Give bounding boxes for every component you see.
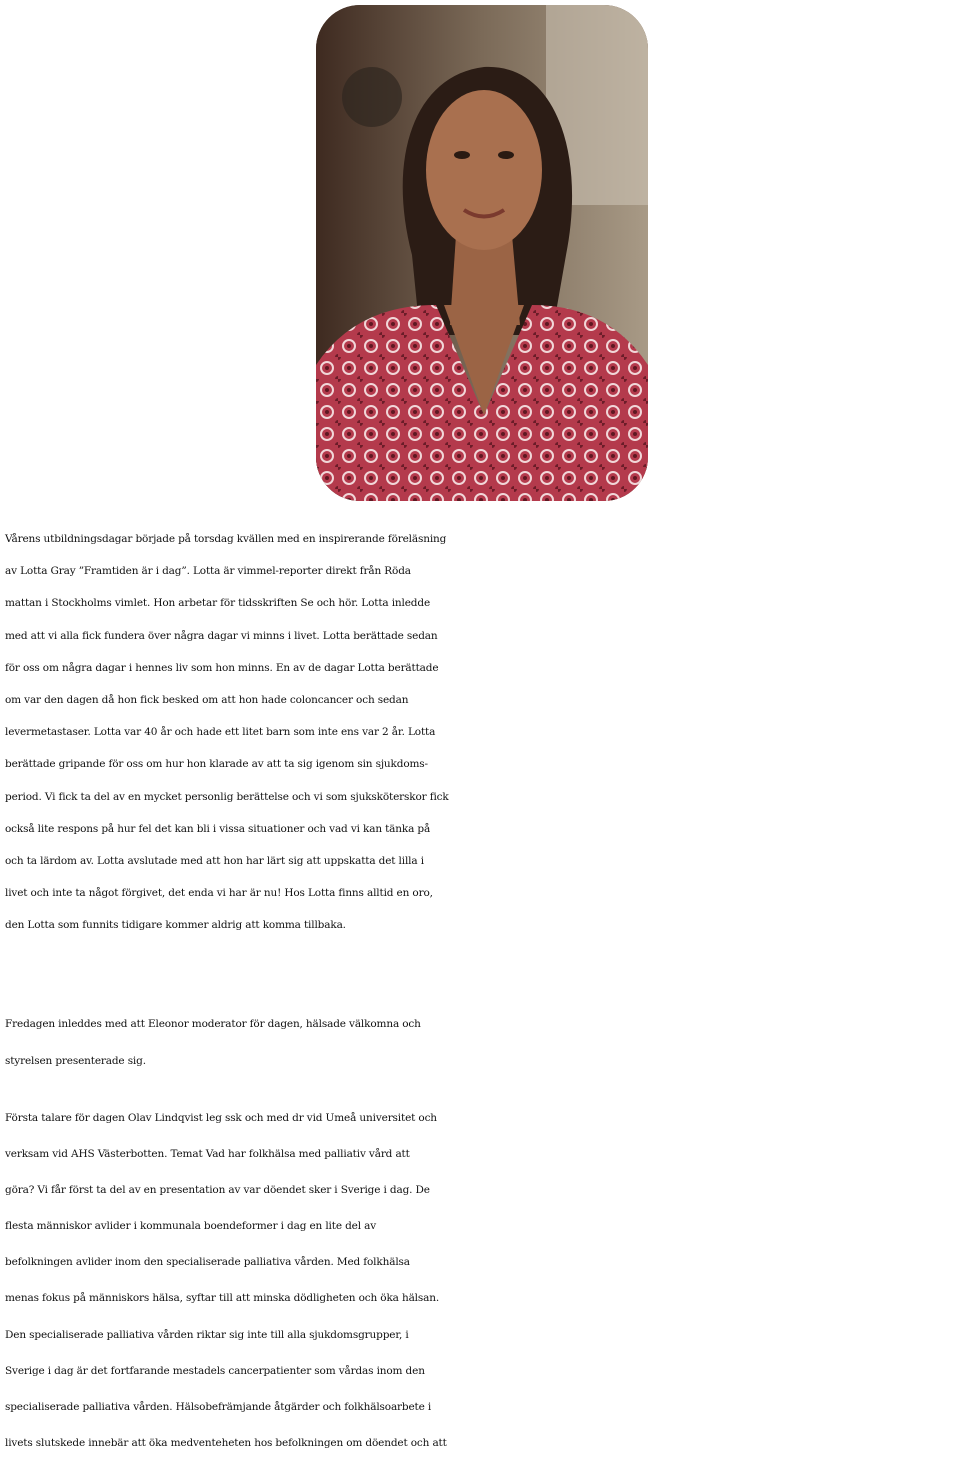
paragraph-friday-opening: [5, 1006, 958, 1079]
text-line: Den specialiserade palliativa vården riktar sig inte till alla sjukdomsgrupper, i: [5, 1328, 409, 1341]
text-line: befolkningen avlider inom den specialiserade palliativa vården. Med folkhälsa: [5, 1256, 410, 1269]
text-line: Fredagen inleddes med att Eleonor moderator för dagen, hälsade välkomna och: [5, 1018, 421, 1030]
text-line: period. Vi fick ta del av en mycket personlig berättelse och vi som sjuksköterskor fick: [5, 790, 449, 803]
text-line: flesta människor avlider i kommunala boendeformer i dag en lite del av: [5, 1220, 376, 1233]
text-line: levermetastaser. Lotta var 40 år och hade ett litet barn som inte ens var 2 år. Lotta: [5, 726, 436, 739]
paragraph-lotta-gray-lecture: [5, 523, 958, 942]
text-line: berättade gripande för oss om hur hon klarade av att ta sig igenom sin sjukdoms-: [5, 758, 428, 771]
text-line: av Lotta Gray ”Framtiden är i dag”. Lotta är vimmel-reporter direkt från Röda: [5, 565, 411, 578]
text-line: med att vi alla fick fundera över några dagar vi minns i livet. Lotta berättade sedan: [5, 629, 438, 642]
text-line: specialiserade palliativa vården. Hälsobefrämjande åtgärder och folkhälsoarbete i: [5, 1400, 432, 1413]
text-line: för oss om några dagar i hennes liv som hon minns. En av de dagar Lotta berättade: [5, 661, 439, 674]
text-line: Första talare för dagen Olav Lindqvist leg ssk och med dr vid Umeå universitet och: [5, 1112, 437, 1124]
text-line: livet och inte ta något förgivet, det enda vi har är nu! Hos Lotta finns alltid en oro,: [5, 887, 433, 900]
text-line: och ta lärdom av. Lotta avslutade med att hon har lärt sig att uppskatta det lilla i: [5, 855, 424, 868]
text-line: livets slutskede innebär att öka medventeheten hos befolkningen om döendet och att: [5, 1436, 447, 1449]
text-line: styrelsen presenterade sig.: [5, 1054, 146, 1067]
text-line: mattan i Stockholms vimlet. Hon arbetar för tidsskriften Se och hör. Lotta inledde: [5, 597, 431, 610]
text-line: Sverige i dag är det fortfarande mestadels cancerpatienter som vårdas inom den: [5, 1364, 425, 1377]
text-line: menas fokus på människors hälsa, syftar till att minska dödligheten och öka hälsan.: [5, 1292, 440, 1305]
text-line: verksam vid AHS Västerbotten. Temat Vad har folkhälsa med palliativ vård att: [5, 1148, 410, 1161]
text-line: göra? Vi får först ta del av en presentation av var döendet sker i Sverige i dag. De: [5, 1184, 430, 1197]
text-line: också lite respons på hur fel det kan bli i vissa situationer och vad vi kan tänka på: [5, 822, 431, 835]
text-line: Vårens utbildningsdagar började på torsdag kvällen med en inspirerande föreläsning: [5, 533, 447, 545]
paragraph-first-speaker: [5, 1100, 958, 1461]
text-line: den Lotta som funnits tidigare kommer aldrig att komma tillbaka.: [5, 919, 346, 932]
text-line: om var den dagen då hon fick besked om att hon hade coloncancer och sedan: [5, 694, 409, 707]
portrait-photo: [316, 5, 648, 501]
